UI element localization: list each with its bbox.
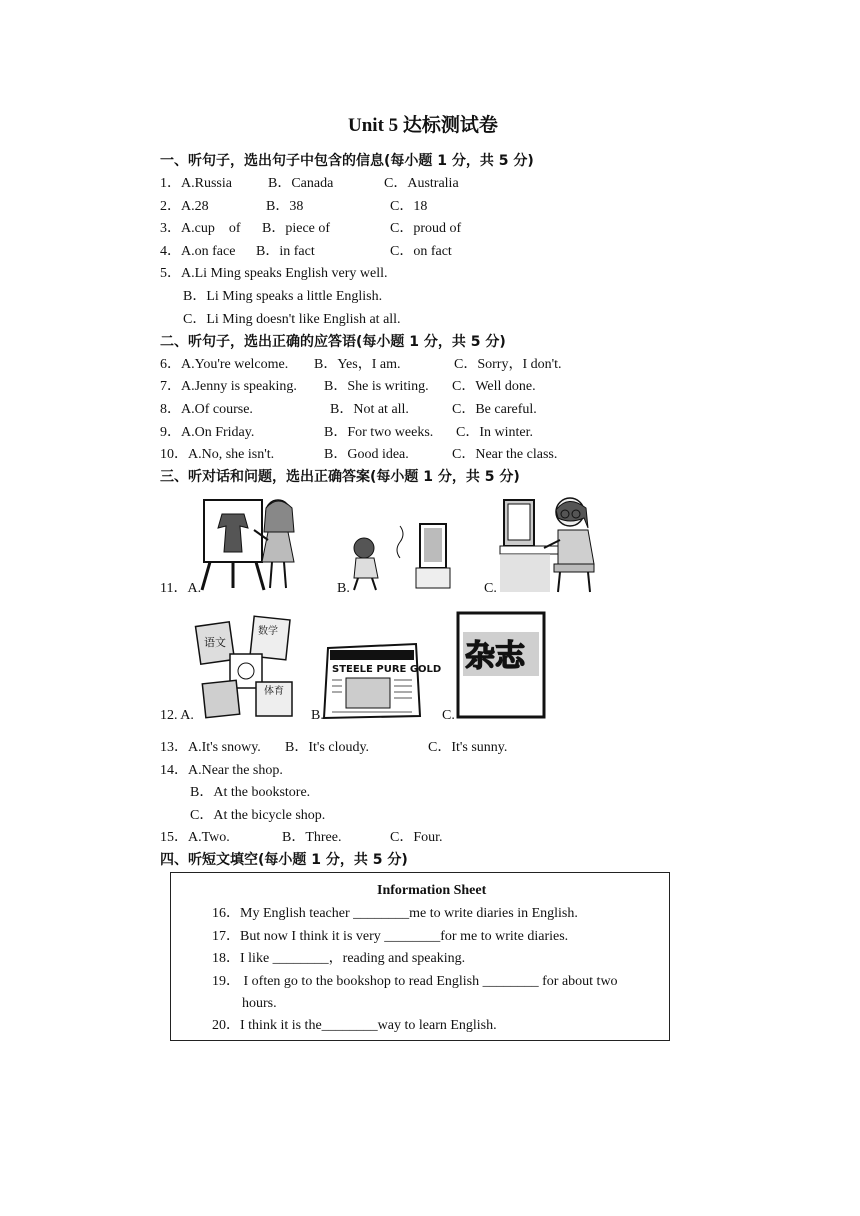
q14-option-a: 14．A.Near the shop.: [160, 763, 283, 778]
q7-option-b: B．She is writing.: [324, 379, 429, 394]
magazine-picture: [455, 610, 547, 720]
q15-option-b: B．Three.: [282, 830, 342, 845]
q5-option-c: C．Li Ming doesn't like English at all.: [183, 312, 401, 327]
q4-option-c: C．on fact: [390, 244, 452, 259]
sheet-line-18: 18．I like ________，reading and speaking.: [212, 951, 466, 966]
textbooks-picture: [196, 614, 296, 720]
q12-option-b: B.: [311, 708, 324, 723]
q10-option-b: B．Good idea.: [324, 447, 409, 462]
q8-option-c: C．Be careful.: [452, 402, 537, 417]
q12-option-c: C.: [442, 708, 455, 723]
magazine-title: 杂志: [465, 639, 525, 674]
q13-option-c: C．It's sunny.: [428, 740, 508, 755]
sheet-line-16: 16．My English teacher ________me to write diaries in English.: [212, 906, 578, 921]
q9-option-c: C．In winter.: [456, 425, 533, 440]
section-2-heading: 二、听句子，选出正确的应答语(每小题 1 分，共 5 分): [160, 334, 506, 350]
section-1-heading: 一、听句子，选出句子中包含的信息(每小题 1 分，共 5 分): [160, 153, 534, 169]
newspaper-headline: STEELE PURE GOLD: [332, 664, 442, 675]
q1-option-a: 1．A.Russia: [160, 176, 232, 191]
q6-option-a: 6．A.You're welcome.: [160, 357, 289, 372]
q10-option-a: 10．A.No, she isn't.: [160, 447, 275, 462]
q9-option-b: B．For two weeks.: [324, 425, 434, 440]
girl-painting-picture: [196, 492, 312, 592]
q11-option-b: B.: [337, 581, 350, 596]
section-4-heading: 四、听短文填空(每小题 1 分，共 5 分): [160, 852, 408, 868]
book-label-pe: 体育: [264, 686, 284, 697]
q1-option-b: B．Canada: [268, 176, 334, 191]
q13-option-b: B．It's cloudy.: [285, 740, 370, 755]
q14-option-b: B．At the bookstore.: [190, 785, 311, 800]
q12-option-a: 12. A.: [160, 708, 194, 723]
q13-option-a: 13．A.It's snowy.: [160, 740, 261, 755]
page-title: Unit 5 达标测试卷: [348, 115, 498, 136]
information-sheet-title: Information Sheet: [377, 883, 487, 898]
q6-option-c: C．Sorry，I don't.: [454, 357, 562, 372]
q3-option-a: 3．A.cup of: [160, 221, 241, 236]
book-label-math: 数学: [258, 626, 278, 637]
section-3-heading: 三、听对话和问题，选出正确答案(每小题 1 分，共 5 分): [160, 469, 520, 485]
girl-at-computer-picture: [498, 494, 602, 592]
q15-option-c: C．Four.: [390, 830, 443, 845]
q14-option-c: C．At the bicycle shop.: [190, 808, 326, 823]
sheet-line-19: 19． I often go to the bookshop to read English ________ for about two: [212, 974, 618, 989]
sheet-line-20: 20．I think it is the________way to learn English.: [212, 1018, 497, 1033]
q2-option-c: C．18: [390, 199, 428, 214]
newspaper-picture: [322, 640, 442, 720]
q4-option-a: 4．A.on face: [160, 244, 236, 259]
sheet-line-17: 17．But now I think it is very ________for me to write diaries.: [212, 929, 569, 944]
q10-option-c: C．Near the class.: [452, 447, 558, 462]
q1-option-c: C．Australia: [384, 176, 459, 191]
q2-option-a: 2．A.28: [160, 199, 209, 214]
q11-option-c: C.: [484, 581, 497, 596]
q5-option-b: B．Li Ming speaks a little English.: [183, 289, 383, 304]
child-watching-tv-picture: [350, 520, 456, 592]
q8-option-b: B．Not at all.: [330, 402, 409, 417]
q2-option-b: B．38: [266, 199, 304, 214]
q5-option-a: 5．A.Li Ming speaks English very well.: [160, 266, 388, 281]
q7-option-c: C．Well done.: [452, 379, 536, 394]
sheet-line-19-cont: hours.: [242, 996, 277, 1011]
q9-option-a: 9．A.On Friday.: [160, 425, 255, 440]
q3-option-b: B．piece of: [262, 221, 331, 236]
book-label-chinese: 语文: [204, 636, 226, 649]
q7-option-a: 7．A.Jenny is speaking.: [160, 379, 297, 394]
q3-option-c: C．proud of: [390, 221, 462, 236]
q6-option-b: B．Yes，I am.: [314, 357, 401, 372]
q11-option-a: 11．A.: [160, 581, 202, 596]
q8-option-a: 8．A.Of course.: [160, 402, 253, 417]
q4-option-b: B．in fact: [256, 244, 315, 259]
q15-option-a: 15．A.Two.: [160, 830, 230, 845]
